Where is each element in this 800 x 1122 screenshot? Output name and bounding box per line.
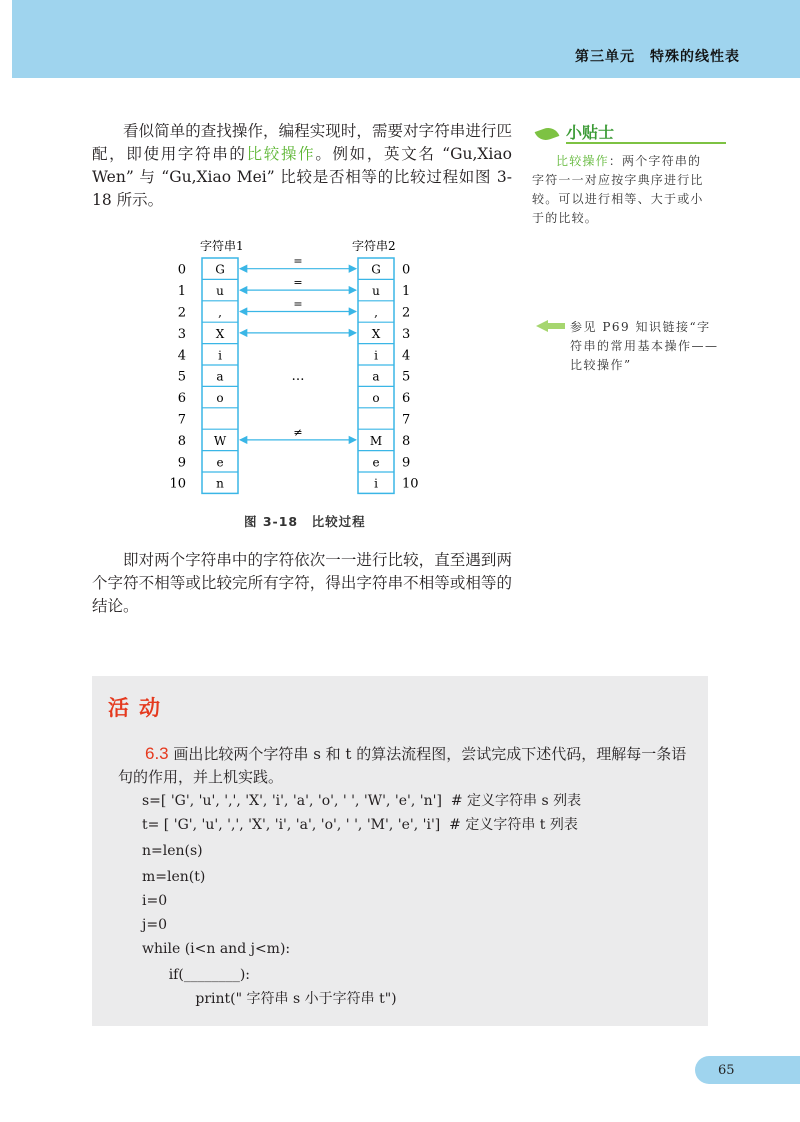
index-label-right: 4 (402, 348, 411, 364)
index-label-left: 6 (177, 391, 186, 407)
index-label-right: 0 (402, 262, 411, 278)
paragraph-intro-text-after: 。例如，英文名 “Gu,Xiao Wen” 与 “Gu,Xiao Mei” 比较是否相等的比较过程如图 3-18 所示。 (92, 145, 512, 209)
arrow-left-icon-tail (547, 323, 565, 329)
string2-char: , (374, 305, 378, 320)
code-line: i=0 (142, 893, 168, 909)
code-line: s=[ 'G', 'u', ',', 'X', 'i', 'a', 'o', ' ', 'W', 'e', 'n'] # 定义字符串 s 列表 (142, 793, 582, 809)
code-line: t= [ 'G', 'u', ',', 'X', 'i', 'a', 'o', ' ', 'M', 'e', 'i'] # 定义字符串 t 列表 (142, 817, 578, 833)
activity-description-text: 画出比较两个字符串 s 和 t 的算法流程图，尝试完成下述代码，理解每一条语句的作用，并上机实践。 (118, 745, 687, 786)
index-label-left: 10 (169, 476, 186, 492)
paragraph-intro (92, 120, 512, 212)
string1-char: a (216, 369, 224, 384)
code-line: while (i<n and j<m): (142, 941, 291, 957)
comparison-symbol: = (293, 276, 303, 290)
code-line: print(" 字符串 s 小于字符串 t") (142, 991, 397, 1007)
index-label-left: 5 (177, 369, 186, 385)
index-label-left: 4 (177, 348, 186, 364)
highlight-term: 比较操作 (246, 145, 316, 163)
string1-char: G (215, 262, 225, 277)
string1-char: n (216, 476, 224, 491)
index-label-left: 3 (177, 326, 186, 342)
comparison-symbol: = (293, 297, 303, 311)
string2-char: o (372, 391, 380, 406)
reference-text: 参见 P69 知识链接“字符串的常用基本操作——比较操作” (570, 320, 719, 372)
string1-char: e (216, 455, 224, 470)
page-number: 65 (718, 1063, 735, 1078)
string1-char: , (218, 305, 222, 320)
paragraph-conclusion (92, 549, 512, 618)
string2-char: a (372, 369, 380, 384)
paragraph-conclusion-text: 即对两个字符串中的字符依次一一进行比较，直至遇到两个字符不相等或比较完所有字符，得出字符串不相等或相等的结论。 (92, 551, 512, 615)
tip-body (532, 152, 712, 228)
chapter-title: 第三单元 特殊的线性表 (575, 49, 740, 65)
index-label-right: 8 (402, 433, 411, 449)
index-label-left: 0 (177, 262, 186, 278)
comparison-figure (160, 232, 440, 502)
activity-box (92, 676, 708, 1026)
page-number-tab (695, 1056, 800, 1084)
index-label-left: 2 (177, 305, 186, 321)
string2-char: e (372, 455, 380, 470)
header-band (12, 0, 800, 78)
string2-char: u (372, 284, 380, 299)
string2-char: i (374, 348, 378, 363)
index-label-left: 8 (177, 433, 186, 449)
string2-label: 字符串2 (352, 239, 396, 253)
tip-text: ：两个字符串的字符一一对应按字典序进行比较。可以进行相等、大于或小于的比较。 (532, 154, 704, 225)
string2-char: i (374, 476, 378, 491)
index-label-right: 6 (402, 391, 411, 407)
code-line: m=len(t) (142, 869, 206, 885)
index-label-left: 7 (177, 412, 186, 428)
code-line: n=len(s) (142, 843, 203, 859)
string1-char: u (216, 284, 224, 299)
index-label-right: 2 (402, 305, 411, 321)
string2-char: X (371, 326, 381, 341)
leaf-icon (535, 125, 560, 144)
index-label-right: 10 (402, 476, 419, 492)
index-label-right: 3 (402, 326, 411, 342)
code-line: j=0 (142, 917, 167, 933)
index-label-right: 5 (402, 369, 411, 385)
index-label-left: 1 (177, 284, 186, 300)
activity-number: 6.3 (145, 744, 169, 763)
comparison-symbol: = (293, 254, 303, 268)
string1-char: W (213, 433, 227, 448)
string1-char: X (215, 326, 225, 341)
figure-caption: 图 3-18 比较过程 (244, 514, 366, 529)
code-line: if(________): (142, 967, 251, 983)
index-label-right: 1 (402, 284, 411, 300)
string1-char: i (218, 348, 222, 363)
tip-term: 比较操作 (556, 154, 609, 168)
string2-char: M (369, 433, 383, 448)
comparison-symbol: ≠ (293, 425, 303, 439)
tip-title: 小贴士 (566, 123, 615, 142)
tip-underline (566, 142, 726, 144)
ellipsis-mark: … (291, 368, 305, 384)
activity-title: 活动 (108, 696, 170, 720)
activity-description (118, 742, 688, 789)
tip-box (532, 120, 712, 228)
paragraph-intro-text: 看似简单的查找操作，编程实现时，需要对字符串进行匹配，即使用字符串的 (92, 122, 512, 163)
index-label-right: 9 (402, 455, 411, 471)
string2-char: G (371, 262, 381, 277)
string1-label: 字符串1 (200, 239, 244, 253)
index-label-right: 7 (402, 412, 411, 428)
comparison-diagram (160, 232, 440, 502)
string1-char: o (216, 391, 224, 406)
index-label-left: 9 (177, 455, 186, 471)
